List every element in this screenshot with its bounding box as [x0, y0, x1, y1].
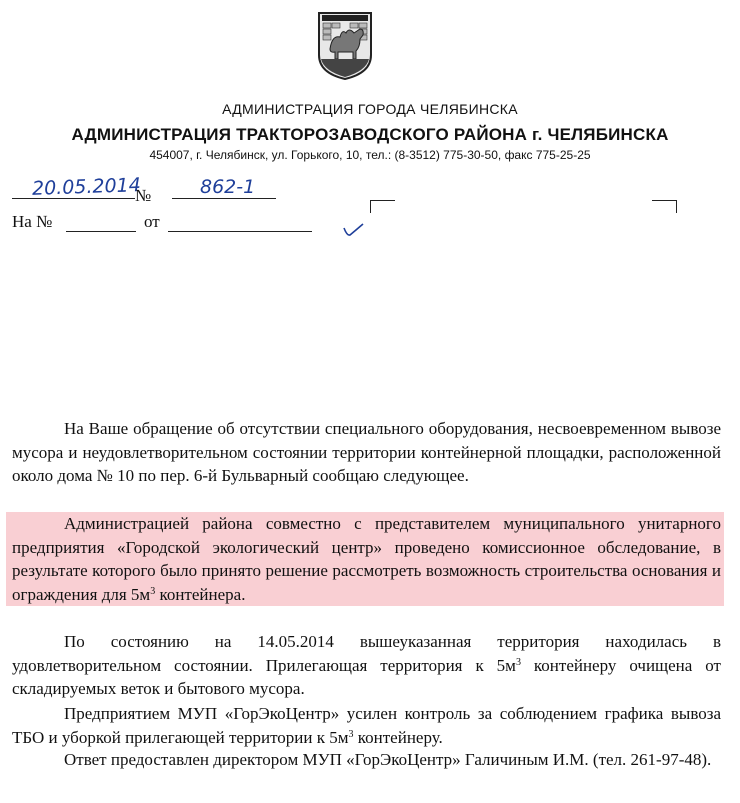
checkmark-icon: [342, 222, 364, 238]
reply-date-underline: [168, 231, 312, 232]
handwritten-date: 20.05.2014: [31, 174, 142, 200]
administration-city-heading: АДМИНИСТРАЦИЯ ГОРОДА ЧЕЛЯБИНСКА: [222, 101, 518, 117]
paragraph-inspection: Администрацией района совместно с представителем муниципального унитарного предприятия «Городской экологический центр» проведено комиссионное обследование, в результате которого было принято решение рассмотреть возможность строительства основания и ограждения для $5м^3$ контейнера.: [6, 512, 724, 606]
coat-of-arms-icon: [316, 9, 374, 81]
addressee-corner-right: [652, 200, 677, 213]
paragraph-signature: Ответ предоставлен директором МУП «ГорЭкоЦентр» Галичиным И.М. (тел. 261-97-48).: [64, 750, 712, 769]
paragraph-status: По состоянию на 14.05.2014 вышеуказанная территория находилась в удовлетворительном состоянии. Прилегающая территория к $5м^3$ контейнеру очищена от складируемых веток и бытового мусора.: [12, 632, 721, 699]
number-underline: [172, 198, 276, 199]
paragraph-control: Предприятием МУП «ГорЭкоЦентр» усилен контроль за соблюдением графика вывоза ТБО и уборкой прилегающей территории к $5м^3$ контейнеру.: [12, 704, 721, 747]
addressee-corner-left: [370, 200, 395, 213]
handwritten-number: 862-1: [200, 176, 256, 198]
administration-district-heading: АДМИНИСТРАЦИЯ ТРАКТОРОЗАВОДСКОГО РАЙОНА г. ЧЕЛЯБИНСКА: [71, 125, 669, 144]
paragraph-request: На Ваше обращение об отсутствии специального оборудования, несвоевременном вывозе мусора и неудовлетворительном состоянии территории контейнерной площадки, расположенной около дома № 10 по пер. 6-й Бульварный сообщаю следующее.: [12, 419, 721, 486]
from-label: от: [144, 212, 160, 231]
address-line: 454007, г. Челябинск, ул. Горького, 10, тел.: (8-3512) 775-30-50, факс 775-25-25: [149, 148, 591, 162]
number-label: №: [135, 186, 152, 205]
reply-to-label: На №: [12, 212, 53, 231]
reply-number-underline: [66, 231, 136, 232]
